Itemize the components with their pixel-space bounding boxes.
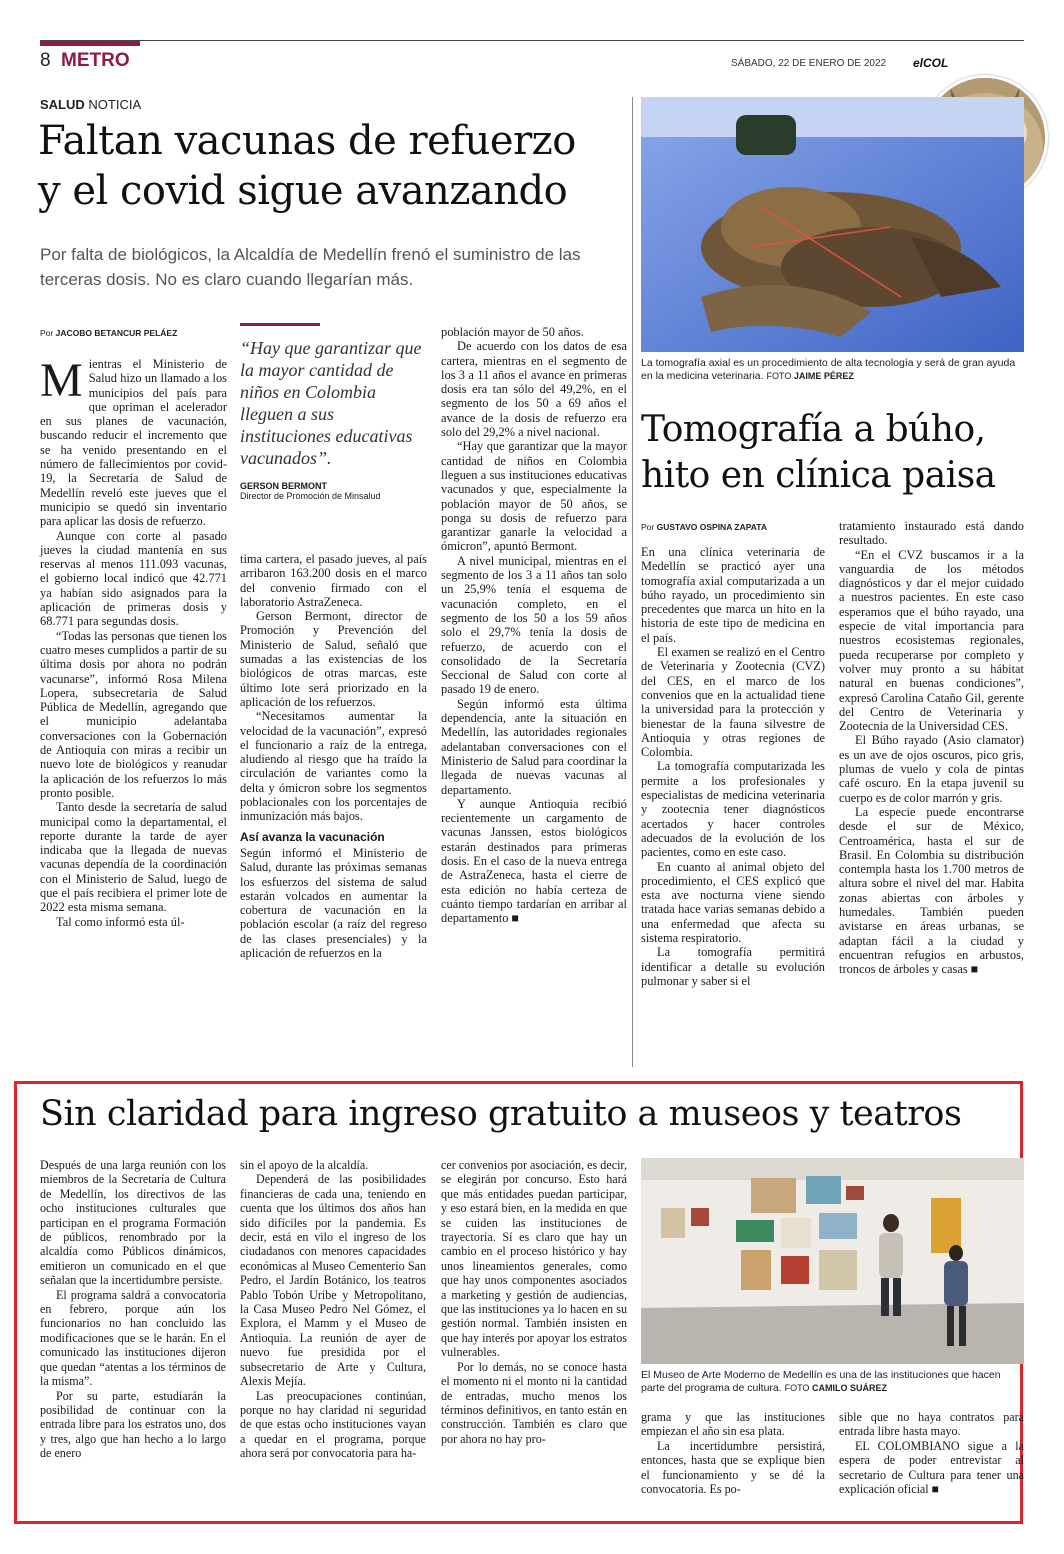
article1-kicker xyxy=(40,97,141,112)
pullquote-role: Director de Promoción de Minsalud xyxy=(240,491,381,501)
museum-photo xyxy=(641,1158,1024,1364)
article3-column-4: grama y que las instituciones empiezan el año sin esa plata. La incertidumbre persistirá, entonces, hasta que se explique bien el funcionamiento y se dé la convocatoria. Es po- xyxy=(641,1410,825,1497)
pullquote-text: “Hay que garantizar que la mayor cantidad de niños en Colombia lleguen a sus instituciones educativas vacunados”. xyxy=(240,338,422,468)
page-number: 8 xyxy=(40,50,51,71)
owl-tomography-photo xyxy=(641,97,1024,352)
kicker-bold: SALUD xyxy=(40,97,85,112)
article2-headline-line1: Tomografía a búho, xyxy=(641,409,986,450)
article3-headline: Sin claridad para ingreso gratuito a museos y teatros xyxy=(40,1094,962,1134)
pullquote-accent xyxy=(240,323,320,326)
dropcap: M xyxy=(40,354,83,407)
article2-headline xyxy=(641,407,1024,499)
article2-photo-caption: La tomografía axial es un procedimiento de alta tecnología y será de gran ayuda en la medicina veterinaria. FOTO JAIME PÉREZ xyxy=(641,357,1016,382)
article1-column-3: población mayor de 50 años. De acuerdo con los datos de esa cartera, mientras en el segmento de los 3 a 11 años el avance en primeras dosis era tan sólo del 49,2%, en el segmento de los 50 a 69 años el avance de la dosis de refuerzo era solo del 29,2% a nivel nacional. “Hay que garantizar que la mayor cantidad de niños en Colombia lleguen a sus instituciones educativas vacunados y que, especialmente la población mayor de 50 años, se ponga su dosis de refuerzo para garantizar ganarle la velocidad a ómicron”, apuntó Bermont. A nivel municipal, mientras en el segmento de los 3 a 11 años tan solo un 25,9% tenía el esquema de vacunación completo, en el segmento de los 50 a los 59 años solo el 29,7% tenía la dosis de refuerzo, de acuerdo con el consolidado de la Secretaría Seccional de Salud con corte al pasado 19 de enero. Según informó esta última dependencia, ante la situación en Medellín, las autoridades regionales adelantaban conversaciones con el Ministerio de Salud para coordinar la llegada de nuevas vacunas al departamento. Y aunque Antioquia recibió recientemente un cargamento de vacunas Janssen, estos biológicos estarán destinados para primeras dosis. En el caso de la nueva entrega de AstraZeneca, hasta el cierre de esta edición no había certeza de cuánto tiempo tardarían en arribar al departamento ■ xyxy=(441,325,627,926)
article3-column-5: sible que no haya contratos para entrada libre hasta mayo. EL COLOMBIANO sigue a la espera de poder entrevistar al secretario de Cultura para tener una explicación oficial ■ xyxy=(839,1410,1024,1497)
section-name: METRO xyxy=(61,50,130,71)
article1-pullquote xyxy=(240,337,425,501)
column-divider xyxy=(632,97,633,1067)
article2-byline: Por GUSTAVO OSPINA ZAPATA xyxy=(641,522,767,532)
kicker-label: NOTICIA xyxy=(88,97,142,112)
article2-column-2: tratamiento instaurado está dando resultado. “En el CVZ buscamos ir a la vanguardia de los métodos diagnósticos y dar el mejor cuidado a nuestros pacientes. En este caso esperamos que el búho rayado, una especie de vital importancia para nuestros ecosistemas regionales, pueda recuperarse por completo y volver muy pronto a su hábitat natural en buenas condiciones”, expresó Carolina Cataño Gil, gerente del Centro de Veterinaria y Zootecnia de la Universidad CES. El Búho rayado (Asio clamator) es un ave de ojos oscuros, pico gris, plumas de vuelo y cola de pintas café oscuro. En la etapa juvenil su cuerpo es de color marrón y gris. La especie puede encontrarse desde el sur de México, Centroamérica, hasta el sur de Brasil. En Colombia su distribución contempla hasta los 1.700 metros de altura sobre el nivel del mar. Habita zonas abiertas con árboles y humedales. También pueden avistarse en áreas urbanas, se adaptan fácil a la ciudad y encuentran refugios en arbustos, troncos de árboles y casas ■ xyxy=(839,519,1024,977)
byline-name: JACOBO BETANCUR PELÁEZ xyxy=(55,328,178,338)
article3-photo-caption: El Museo de Arte Moderno de Medellín es una de las instituciones que hacen parte del programa de cultura. FOTO CAMILO SUÁREZ xyxy=(641,1369,1001,1394)
article1-byline: Por JACOBO BETANCUR PELÁEZ xyxy=(40,328,178,338)
article3-column-2: sin el apoyo de la alcaldía. Dependerá de las posibilidades financieras de cada una, teniendo en cuenta que los últimos dos años han sido difíciles por la pandemia. Es decir, está en vilo el ingreso de los ciudadanos con menores capacidades económicas al Museo Cementerio San Pedro, el Jardín Botánico, los teatros Pablo Tobón Uribe y Metropolitano, la Casa Museo Pedro Nel Gómez, el Explora, el Mamm y el Museo de Antioquia. La reunión de ayer de nuevo fue presidida por el subsecretario de Arte y Cultura, Alexis Mejía. Las preocupaciones continúan, porque no hay claridad ni seguridad de que estas ocho instituciones vayan a quedar en el programa, porque ahora será por convocatoria para ha- xyxy=(240,1158,426,1461)
article1-headline-line2: y el covid sigue avanzando xyxy=(38,168,568,214)
article1-column-1: M ientras el Ministerio de Salud hizo un llamado a los municipios del país para que opriman el acelerador en sus planes de vacunación, buscando reducir el incremento que se ha venido presentando en el número de fallecimientos por covid-19, la Secretaría de Salud de Medellín reveló este jueves que el municipio se quedó sin inventario para aplicar las dosis de refuerzo. Aunque con corte al pasado jueves la ciudad mantenía en sus reservas al menos 111.093 vacunas, el gobierno local indicó que 42.771 ya habían sido asignados para la aplicación de primeras dosis y 68.771 para segundas dosis. “Todas las personas que tienen los cuatro meses cumplidos a partir de su última dosis por ahora no podrán vacunarse”, informó Rosa Milena Lopera, subsecretaria de Salud Pública de Medellín, agregando que el municipio adelantaba conversaciones con la Gobernación de Antioquia con miras a recibir un nuevo lote de biológicos y reanudar la aplicación de los refuerzos lo más pronto posible. Tanto desde la secretaría de salud municipal como la departamental, el reporte durante la tarde de ayer indicaba que la llegada de nuevas vacunas dependía de la coordinación con el Ministerio de Salud, luego de que el país recibiera el primer lote de 2022 esta misma semana. Tal como informó esta úl- xyxy=(40,354,227,929)
masthead-fragment: elCOL xyxy=(913,56,949,70)
article1-column-2: tima cartera, el pasado jueves, al país arribaron 163.200 dosis en el marco del convenio firmado con el laboratorio AstraZeneca. Gerson Bermont, director de Promoción y Prevención del Ministerio de Salud, señaló que sumadas a las existencias de los biológicos de otras marcas, este último lote será priorizado en la aplicación de los refuerzos. “Necesitamos aumentar la velocidad de la vacunación”, expresó el funcionario a raíz de la entrega, aludiendo al riesgo que ha traído la circulación de variantes como la delta y ómicron sobre los segmentos poblacionales con los porcentajes de inmunización más bajos. Así avanza la vacunación Según informó el Ministerio de Salud, durante las próximas semanas los esfuerzos del sistema de salud estarán volcados en aumentar la cobertura de vacunación en la población escolar (a raíz del regreso de las clases presenciales) y la aplicación de refuerzos en la xyxy=(240,552,427,961)
article1-subhead: Así avanza la vacunación xyxy=(240,829,385,844)
article3-column-3: cer convenios por asociación, es decir, se elegirán por concurso. Esto hará que más entidades puedan participar, y eso estará bien, en la medida en que se cuiden las instituciones de trayectoria. Sí es claro que hay un cambio en el proceso histórico y hay unos lineamientos generales, como que hay unos componentes asociados a marketing y gestión de audiencias, que las instituciones ya lo hacen en su gestión normal. También insisten en que hay interés por apoyar los estratos vulnerables. Por lo demás, no se conoce hasta el momento ni el monto ni la cantidad de entradas, mucho menos los términos definitivos, en tanto están en construcción. También es claro que por ahora no hay pro- xyxy=(441,1158,627,1446)
article2-column-1: En una clínica veterinaria de Medellín se practicó ayer una tomografía axial computarizada a un búho rayado, un procedimiento sin precedentes que marca un hito en la historia de este tipo de medicina en el país. El examen se realizó en el Centro de Veterinaria y Zootecnia (CVZ) del CES, en el marco de los convenios que en la actualidad tiene la universidad para la protección y bienestar de la fauna silvestre de Antioquia y otras regiones de Colombia. La tomografía computarizada les permite a los profesionales y especialistas de medicina veterinaria y zootecnia tener diagnósticos acertados y hacer controles adecuados de la evolución de los pacientes, como en este caso. En cuanto al animal objeto del procedimiento, el CES explicó que esta ave nocturna viene siendo tratada hace varias semanas debido a una enfermedad que afecta su sistema respiratorio. La tomografía permitirá identificar a detalle su evolución pulmonar y saber si el xyxy=(641,545,825,988)
article1-dek: Por falta de biológicos, la Alcaldía de Medellín frenó el suministro de las terceras dosis. No es claro cuando llegarían más. xyxy=(40,245,581,289)
article1-headline xyxy=(38,116,628,216)
header-date: SÁBADO, 22 DE ENERO DE 2022 xyxy=(731,58,887,69)
article2-headline-line2: hito en clínica paisa xyxy=(641,455,996,496)
header-rule xyxy=(40,40,1024,41)
pullquote-name: GERSON BERMONT xyxy=(240,481,328,491)
article1-headline-line1: Faltan vacunas de refuerzo xyxy=(38,118,576,164)
article3-column-1: Después de una larga reunión con los miembros de la Secretaría de Cultura de Medellín, los directivos de las ocho instituciones culturales que participan en el programa Formación de públicos, renombrado por la alcaldía como Públicos dinámicos, emitieron un comunicado en el que señalan que la incertidumbre persiste. El programa saldrá a convocatoria en febrero, porque aún los funcionarios no han concluido las modificaciones que se le harán. En el comunicado las instituciones dijeron que quedan “atentas a los términos de la misma”. Por su parte, estudiarán la posibilidad de continuar con la entrada libre para los estratos uno, dos y tres, algo que han hecho a lo largo de enero xyxy=(40,1158,226,1461)
